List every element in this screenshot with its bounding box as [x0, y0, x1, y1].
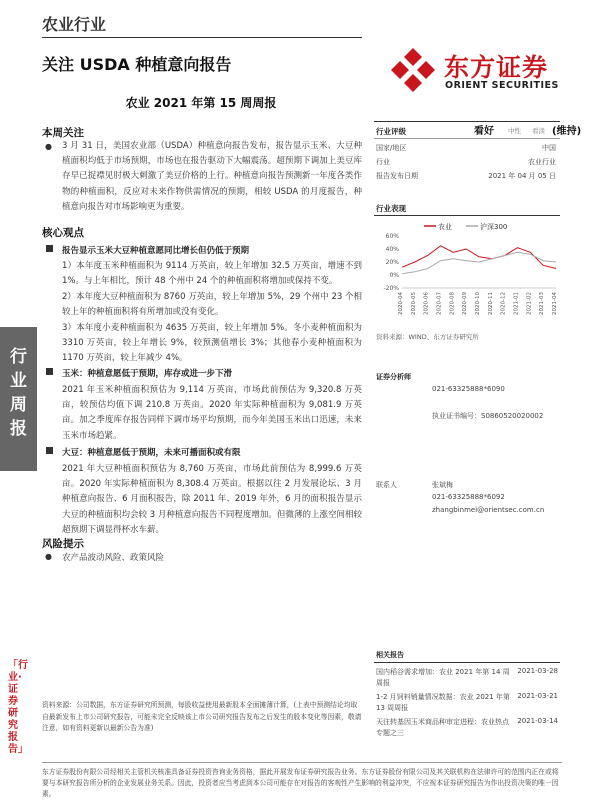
x-tick-label: 2020-07	[436, 292, 443, 315]
logo-mark-icon	[388, 46, 438, 94]
core-point-1-body-c: 3）本年度小麦种植面积为 4635 万英亩，较上年增加 5%。冬小麦种植面积为 3310 万英亩，较上年增长 9%，较预测值增长 3%；其他春小麦种植面积为 1170 万英亩，较上年减少 4%。	[62, 323, 362, 364]
analyst-phone: 021-63325888*6090	[432, 385, 505, 393]
core-point-1-body-a: 1）本年度玉米种植面积为 9114 万英亩，较上年增加 32.5 万英亩，增速不到 1%。与上年相比，预计 48 个州中 24 个的种植面积将增加或保持不变。	[62, 261, 362, 287]
related-item[interactable]	[376, 667, 562, 689]
y-tick-label: 40%	[385, 246, 399, 253]
risk-item: 农产品波动风险、政策风险	[62, 553, 165, 563]
related-item-title[interactable]: 天注转基因玉米商品种审定进程：农业热点专题之三	[376, 718, 509, 737]
row-label: 国家/地区	[376, 144, 407, 152]
related-item-date: 2021-03-21	[517, 692, 558, 700]
row-value: 农业行业	[528, 158, 556, 166]
risk-bullet-icon: ●	[45, 552, 52, 561]
header-divider	[42, 37, 362, 38]
sidebar-report-type	[0, 327, 37, 471]
row-label: 行业	[376, 158, 390, 166]
core-point-2-text: 玉米：种植意愿低于预期，库存或进一步下滑	[62, 369, 233, 379]
x-tick-label: 2020-08	[449, 292, 456, 315]
x-tick-label: 2020-12	[500, 292, 507, 315]
data-disclaimer: 资料来源：公司数据，东方证券研究所预测，每股收益使用最新股本全面摊薄计算，(上表中预测结论均取自最新发布上市公司研究报告，可能未完全反映该上市公司研究报告发布之后发生的股本变化等因素，敬请注意，如有资料更新以最新公告为准)	[42, 701, 362, 732]
chart-source: 资料来源：WIND、东方证券研究所	[376, 333, 479, 341]
chart-heading: 行业表现	[376, 204, 406, 213]
core-point-2-title	[62, 367, 232, 379]
rating-row-region	[376, 143, 560, 155]
related-item[interactable]	[376, 717, 562, 739]
rating-keep: (维持)	[552, 126, 582, 137]
x-tick-label: 2020-10	[475, 292, 481, 315]
legal-notice: 东方证券股份有限公司经相关主管机关核准具备证券投资咨询业务资格，据此开展发布证券研究报告业务。东方证券股份有限公司及其关联机构在法律许可的范围内正在或将要与本研究报告所分析的企业发展业务关系。因此，投资者应当考虑到本公司可能存在对报告的客观性产生影响的利益冲突，不应视本证券研究报告为作出投资决策的唯一因素。	[42, 768, 559, 798]
core-point-3-body: 2021 年大豆种植面积预估为 8,760 万英亩，市场此前预估为 8,999.6 万英亩。2020 年实际种植面积为 8,308.4 万英亩。根据以往 2 月发展论坛、3 月种植意向报告、6 月面积报告，除 2011 年、2019 年外，6 月的面积报告显示大豆的种植面积均会较 3 月种植意向报告不同程度增加。但微薄的上涨空间相较超预期下调显得杯水车薪。	[62, 464, 362, 535]
x-tick-label: 2020-05	[410, 292, 417, 315]
contact-name: 张斌梅	[432, 481, 453, 489]
bullet-square-icon	[46, 245, 53, 252]
x-tick-label: 2020-04	[398, 292, 404, 315]
analyst-label: 证券分析师	[376, 373, 411, 381]
rating-top-rule	[374, 121, 560, 122]
core-point-1-title	[62, 244, 249, 256]
summary-bullet-icon: ●	[45, 142, 52, 151]
sidebar-footer-label: 「行业·证券研究报告」	[8, 660, 28, 755]
sidebar-label: 行业周报	[10, 347, 27, 439]
rating-row-rule	[374, 138, 560, 139]
bullet-square-icon	[46, 447, 53, 454]
core-point-1-body-b: 2）本年度大豆种植面积为 8760 万英亩，较上年增加 5%，29 个州中 23 个相较上年的种植面积将有所增加或没有变化。	[62, 292, 362, 318]
related-item-date: 2021-03-28	[517, 667, 558, 675]
performance-chart	[376, 218, 562, 323]
company-logo	[388, 46, 588, 94]
contact-label: 联系人	[376, 481, 397, 489]
logo-text-en: ORIENT SECURITIES	[445, 80, 559, 91]
x-tick-label: 2020-06	[423, 292, 430, 315]
summary-heading: 本周关注	[42, 127, 84, 139]
core-point-2-body: 2021 年玉米种植面积预估为 9,114 万英亩，市场此前预估为 9,320.8 万英亩，较预估均值下调 210.8 万英亩。2020 年实际种植面积为 9,081.9 万英亩。加之季度库存报告同样下调市场平均预期，而今年美国玉米出口迅速，未来玉米市场趋紧。	[62, 385, 362, 441]
related-item-title[interactable]: 国内稻谷需求增加：农业 2021 年第 14 周周报	[376, 668, 510, 687]
analyst-cert: 执业证书编号：S0860520020002	[432, 412, 544, 420]
x-tick-label: 2020-11	[487, 292, 494, 315]
report-title: 关注 USDA 种植意向报告	[42, 55, 232, 74]
contact-phone: 021-63325888*6092	[432, 493, 505, 501]
rating-row-date	[376, 171, 560, 183]
chart-legend	[424, 222, 507, 231]
related-item-date: 2021-03-14	[517, 717, 558, 725]
related-heading: 相关报告	[376, 651, 404, 659]
related-item-title[interactable]: 1-2 月饲料销量情况数据：农业 2021 年第 13 周周报	[376, 693, 510, 712]
y-tick-label: 60%	[385, 233, 399, 240]
related-rule	[374, 662, 560, 663]
rating-bad: 看淡	[532, 127, 545, 135]
core-point-3-text: 大豆：种植意愿低于预期，未来可播面积或有限	[62, 448, 241, 458]
x-tick-label: 2021-01	[513, 292, 520, 315]
x-tick-label: 2021-03	[539, 292, 546, 315]
core-heading: 核心观点	[42, 227, 84, 239]
series-line-hs300	[402, 252, 556, 273]
chart-top-rule	[374, 215, 560, 216]
legend-label-hs300: 沪深300	[480, 223, 508, 231]
related-item[interactable]	[376, 692, 562, 714]
core-point-3-title	[62, 446, 241, 458]
y-tick-label: 0%	[389, 272, 399, 279]
contact-email: zhangbinmei@orientsec.com.cn	[432, 506, 545, 514]
core-point-1-text: 报告显示玉米大豆种植意愿同比增长但仍低于预期	[62, 246, 250, 256]
logo-text-cn: 东方证券	[444, 53, 549, 82]
rating-label: 行业评级	[376, 127, 406, 136]
row-value: 中国	[542, 144, 556, 152]
x-tick-label: 2021-02	[526, 292, 533, 315]
row-value: 2021 年 04 月 05 日	[488, 172, 556, 180]
report-subtitle: 农业 2021 年第 15 周周报	[125, 96, 277, 110]
x-tick-label: 2021-04	[552, 292, 558, 315]
legend-label-agri: 农业	[438, 223, 452, 231]
y-tick-label: -20%	[383, 285, 399, 292]
rating-mid: 中性	[508, 127, 521, 135]
summary-text: 3 月 31 日，美国农业部（USDA）种植意向报告发布，报告显示玉米、大豆种植面积均低于市场预期，市场也在报告驱动下大幅震荡。超预期下调加上美豆库存早已捉襟见肘极大刺激了美豆价格的上行。种植意向报告预测新一年度各类作物的种植面积，反应对未来作物供需情况的预期，相较 USDA 的月度报告，种植意向报告对市场影响更为重要。	[62, 141, 362, 212]
rating-value: 看好	[474, 126, 494, 137]
rating-row-industry	[376, 157, 560, 169]
x-tick-label: 2020-09	[462, 292, 469, 315]
risk-heading: 风险提示	[42, 538, 84, 550]
row-label: 报告发布日期	[376, 172, 418, 180]
bullet-square-icon	[46, 368, 53, 375]
y-tick-label: 20%	[385, 259, 399, 266]
sector-label: 农业行业	[42, 15, 107, 34]
series-line-agri	[402, 246, 556, 269]
bottom-rule	[42, 762, 562, 763]
